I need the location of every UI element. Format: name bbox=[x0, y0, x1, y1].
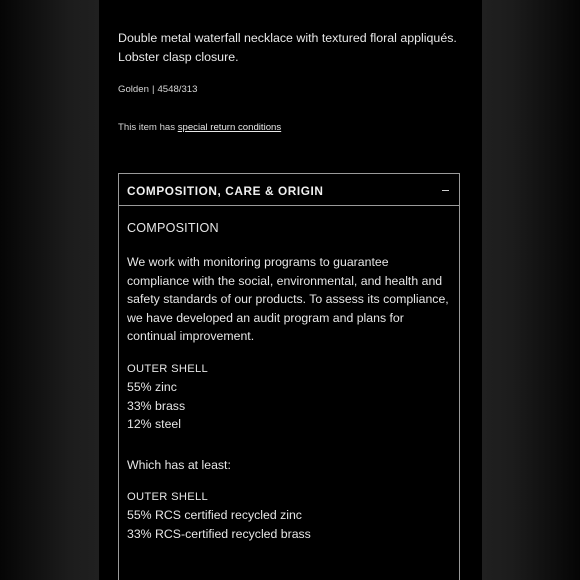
left-backdrop bbox=[0, 0, 99, 580]
return-notice bbox=[118, 122, 281, 133]
product-meta bbox=[118, 84, 197, 95]
outer-shell-label: OUTER SHELL bbox=[127, 362, 209, 375]
product-reference: 4548/313 bbox=[157, 84, 198, 95]
composition-heading: COMPOSITION bbox=[127, 221, 219, 235]
material-item: 12% steel bbox=[127, 417, 182, 432]
outer-shell-block bbox=[127, 360, 453, 434]
certified-material-item: 33% RCS-certified recycled brass bbox=[127, 526, 311, 541]
certified-block bbox=[127, 488, 453, 543]
outer-shell-label-2: OUTER SHELL bbox=[127, 491, 209, 503]
description-line-2: Lobster clasp closure. bbox=[118, 49, 239, 64]
right-backdrop bbox=[482, 0, 580, 580]
return-notice-text: This item has bbox=[118, 122, 178, 133]
accordion-body bbox=[127, 220, 453, 543]
certified-material-item: 55% RCS certified recycled zinc bbox=[127, 508, 302, 523]
compliance-paragraph: We work with monitoring programs to guarantee compliance with the social, environmental, and health and safety standards of our products. To assess its compliance, we have developed an audit program and plans for continual improvement. bbox=[127, 255, 449, 344]
accordion-header[interactable] bbox=[119, 174, 459, 206]
at-least-label: Which has at least: bbox=[127, 457, 231, 472]
composition-accordion bbox=[118, 173, 460, 580]
material-item: 55% zinc bbox=[127, 380, 177, 395]
meta-separator: | bbox=[151, 84, 155, 95]
description-line-1: Double metal waterfall necklace with textured floral appliqués. bbox=[118, 31, 457, 45]
minus-icon[interactable] bbox=[442, 190, 449, 191]
product-color: Golden bbox=[118, 84, 149, 95]
accordion-title: COMPOSITION, CARE & ORIGIN bbox=[127, 184, 324, 198]
return-conditions-link[interactable]: special return conditions bbox=[177, 122, 282, 133]
product-details-panel bbox=[99, 0, 482, 580]
material-item: 33% brass bbox=[127, 398, 186, 413]
product-description bbox=[118, 29, 458, 66]
at-least-block bbox=[127, 456, 453, 474]
